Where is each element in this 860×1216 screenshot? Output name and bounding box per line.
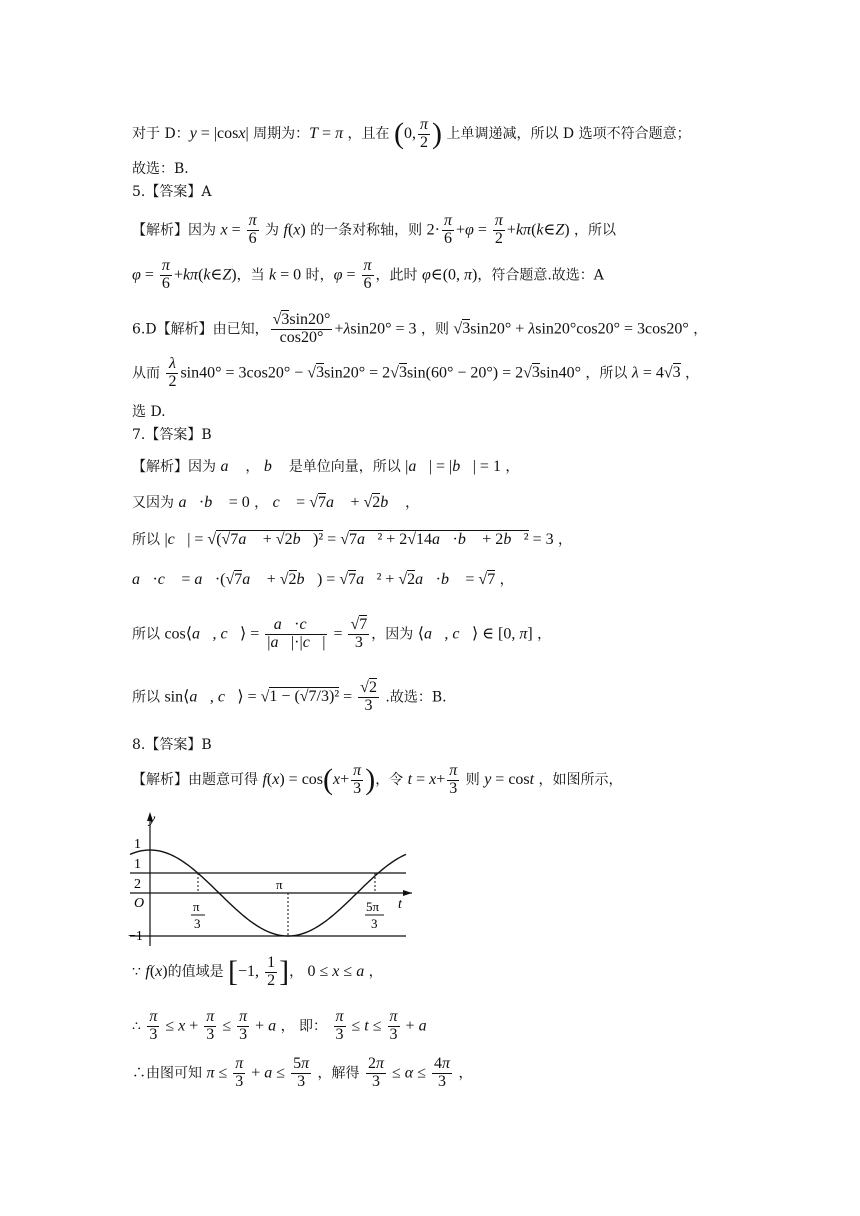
text-line: ∴由图可知 π ≤ $\frac{\pi}{3}$ + a ≤ $\frac{5\pi}{3}$ ，解得 $\frac{2\pi}{3}$ ≤ α ≤ $\frac{4\pi}{3}$ ， (132, 1055, 473, 1090)
text-line: 所以 sin⟨a⃗, c⃗⟩ = √1 − (√7/3)² = $\frac{√2}{3}$ .故选：B. (132, 679, 447, 714)
cosine-graph (122, 806, 422, 946)
answer-heading-7: 7.【答案】B (132, 427, 212, 443)
y-tick-1: 1 (134, 837, 141, 852)
x-tick-5pi3-numerator: 5π (366, 899, 380, 914)
y-tick-minus-1: −1 (128, 929, 143, 944)
t-axis-arrow (403, 890, 412, 896)
text-line: 6.D【解析】由已知， $\frac{√3\sin 20^\circ}{\cos 20^\circ}$ +λsin20° = 3 ，则 √3sin20° + λsin20°cos20° = 3cos20° ， (132, 311, 708, 346)
text-line: φ = $\frac{\pi}{6}$ +kπ(k∈Z)，当 k = 0 时，φ = $\frac{\pi}{6}$ ，此时 φ∈(0, π)，符合题意.故选：A (132, 257, 604, 292)
x-tick-5pi3-denominator: 3 (371, 916, 378, 931)
text-line: 又因为 a⃗·b⃗ = 0 ， c⃗ = √7a⃗ + √2b⃗ ， (132, 494, 420, 511)
text-line: 故选：B. (132, 161, 189, 177)
text-line: 【解析】因为 a⃗ ， b⃗ 是单位向量，所以 |a⃗| = |b⃗| = 1 ， (132, 458, 520, 475)
text-line: 所以 cos⟨a⃗, c⃗⟩ = $\frac{a⃗\cdot c⃗}{|a⃗|\cdot|c⃗|}$ = $\frac{√7}{3}$ ，因为 ⟨a⃗, c⃗⟩ ∈ [0, π] ， (132, 616, 552, 651)
y-tick-half-numerator: 1 (134, 857, 141, 872)
x-tick-pi: π (276, 877, 283, 892)
answer-heading-5: 5.【答案】A (132, 184, 212, 200)
text-line: 选 D. (132, 404, 166, 420)
text-line: 所以 |c⃗| = √(√7a⃗ + √2b⃗)² = √7a⃗² + 2√14a⃗·b⃗ + 2b⃗² = 3 ， (132, 531, 573, 548)
y-axis-label: y (149, 812, 156, 827)
text-line: 【解析】由题意可得 f(x) = cos(x+ $\frac{\pi}{3}$ )，令 t = x+ $\frac{\pi}{3}$ 则 y = cost ，如图所示， (132, 761, 623, 797)
origin-label: O (134, 896, 145, 911)
text-line: ∵ f(x)的值域是 [−1, $\frac{1}{2}$ ]， 0 ≤ x ≤ a ， (132, 953, 383, 989)
answer-heading-8: 8.【答案】B (132, 737, 212, 753)
x-tick-pi3-denominator: 3 (194, 916, 201, 931)
text-line: 对于 D：y = |cosx| 周期为：T = π ，且在 (0, $\frac{\pi}{2}$ ) 上单调递减，所以 D 选项不符合题意； (132, 115, 691, 151)
text-line: 【解析】因为 x = $\frac{\pi}{6}$ 为 f(x) 的一条对称轴，则 2· $\frac{\pi}{6}$ +φ = $\frac{\pi}{2}$ +kπ(k∈Z) ，所以 (132, 212, 617, 247)
t-axis-label: t (398, 897, 402, 912)
text-line: ∴ $\frac{\pi}{3}$ ≤ x + $\frac{\pi}{3}$ ≤ $\frac{\pi}{3}$ + a ， 即： $\frac{\pi}{3}$ ≤ t ≤ $\frac{\pi}{3}$ + a (132, 1008, 427, 1043)
text-line: 从而 $\frac{\lambda}{2}$ sin40° = 3cos20° − √3sin20° = 2√3sin(60° − 20°) = 2√3sin40° ，所以 λ = 4√3 ， (132, 355, 700, 390)
text-line: a⃗·c⃗ = a⃗·(√7a⃗ + √2b⃗) = √7a⃗² + √2a⃗·b⃗ = √7 ， (132, 571, 514, 588)
x-tick-pi3-numerator: π (193, 899, 200, 914)
y-tick-half-denominator: 2 (134, 877, 141, 892)
